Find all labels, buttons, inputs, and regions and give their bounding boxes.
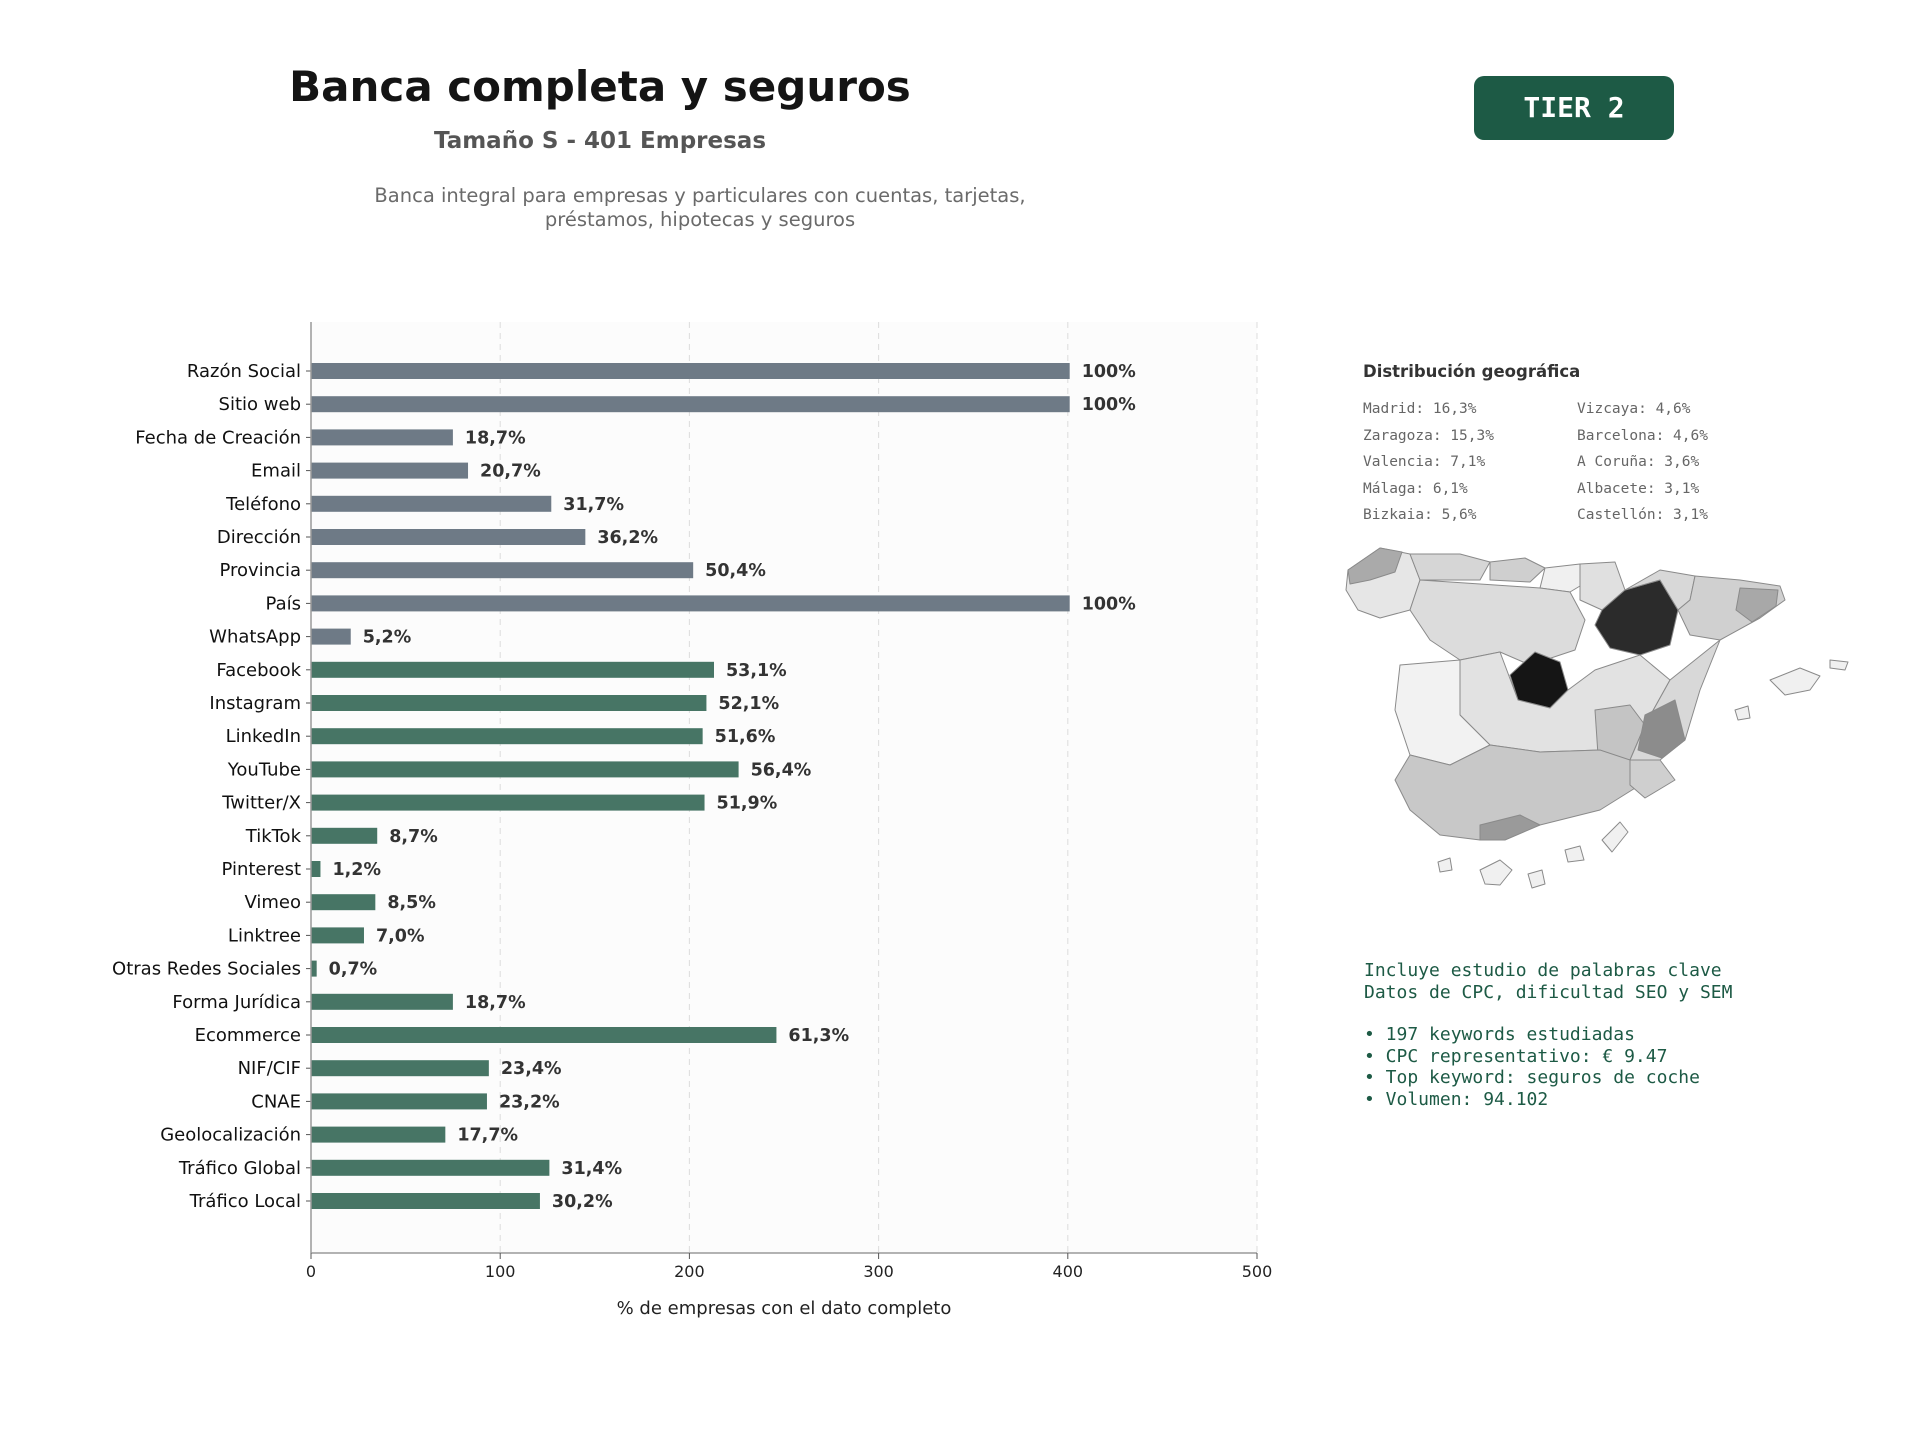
y-tick-label: Ecommerce [194, 1025, 301, 1046]
map-region-canarias-1 [1480, 860, 1512, 885]
bar [311, 795, 705, 811]
y-tick-label: Pinterest [221, 859, 301, 880]
y-tick-label: Fecha de Creación [135, 427, 301, 449]
bar [311, 529, 585, 545]
y-tick-label: Tráfico Global [178, 1157, 301, 1179]
bar [311, 595, 1070, 611]
keywords-line-1: Incluye estudio de palabras clave [1364, 960, 1722, 981]
bar [311, 1093, 487, 1109]
data-label: 17,7% [457, 1125, 519, 1146]
data-label: 100% [1081, 362, 1136, 382]
map-region-ibiza [1735, 706, 1750, 720]
y-tick-label: NIF/CIF [237, 1058, 301, 1080]
data-label: 56,4% [750, 760, 812, 781]
data-label: 51,9% [716, 793, 778, 814]
y-tick-label: YouTube [227, 759, 301, 781]
spain-map [1340, 540, 1860, 910]
bar [311, 1060, 489, 1076]
x-tick-label: 300 [863, 1262, 894, 1281]
map-region-canarias-3 [1565, 846, 1584, 862]
keywords-line-2: Datos de CPC, dificultad SEO y SEM [1364, 981, 1733, 1003]
y-tick-label: Otras Redes Sociales [112, 958, 301, 980]
description-line-1: Banca integral para empresas y particulares con cuentas, tarjetas, [374, 184, 1026, 207]
bar [311, 463, 468, 479]
geo-item: Málaga: 6,1% [1363, 480, 1468, 497]
y-tick-label: LinkedIn [225, 726, 301, 748]
data-label: 61,3% [788, 1026, 850, 1046]
y-tick-label: Linktree [227, 925, 301, 947]
geo-item: Castellón: 3,1% [1577, 507, 1708, 523]
map-region-murcia [1630, 760, 1675, 798]
x-ticks [306, 1253, 1272, 1281]
x-tick-label: 500 [1241, 1262, 1273, 1281]
y-tick-label: Geolocalización [160, 1124, 301, 1146]
page-title: Banca completa y seguros [289, 62, 911, 111]
bar [311, 1160, 549, 1176]
data-label: 51,6% [714, 727, 776, 748]
y-tick-label: Teléfono [226, 493, 301, 515]
x-tick-label: 200 [674, 1262, 705, 1281]
keywords-bullet-4: • Volumen: 94.102 [1364, 1088, 1549, 1110]
y-tick-label: País [265, 593, 301, 615]
data-label: 30,2% [551, 1192, 613, 1212]
x-tick-label: 100 [484, 1262, 516, 1281]
y-tick-label: TikTok [245, 825, 301, 847]
x-axis-label: % de empresas con el dato completo [616, 1298, 952, 1319]
bar [311, 1027, 776, 1043]
data-label: 0,7% [328, 959, 378, 980]
x-tick-label: 400 [1052, 1262, 1084, 1281]
y-tick-label: Tráfico Local [189, 1191, 301, 1212]
map-region-canarias-4 [1602, 822, 1628, 852]
bar [311, 1193, 540, 1209]
geo-title: Distribución geográfica [1363, 362, 1581, 381]
y-tick-label: Instagram [209, 693, 301, 714]
map-region-menorca [1830, 660, 1848, 670]
y-tick-label: WhatsApp [209, 626, 301, 648]
data-label: 50,4% [705, 561, 766, 582]
data-label: 8,7% [389, 826, 438, 847]
bar [311, 961, 317, 977]
bar [311, 695, 706, 711]
data-label: 100% [1081, 395, 1136, 416]
bar [311, 562, 693, 578]
bar [311, 994, 453, 1010]
bar [311, 363, 1070, 379]
map-region-canarias-2 [1528, 870, 1545, 888]
geo-item: Madrid: 16,3% [1363, 401, 1477, 417]
y-tick-label: Facebook [216, 659, 301, 681]
data-label: 18,7% [464, 428, 526, 449]
geo-list [1363, 400, 1803, 526]
y-tick-label: Email [251, 460, 301, 482]
geo-item: Bizkaia: 5,6% [1363, 507, 1477, 523]
y-tick-label: Sitio web [218, 394, 301, 416]
bar [311, 761, 739, 777]
data-label: 18,7% [464, 992, 526, 1013]
data-label: 31,4% [561, 1158, 623, 1179]
keywords-bullet-3: • Top keyword: seguros de coche [1364, 1067, 1700, 1088]
x-tick-label: 0 [305, 1262, 317, 1281]
data-label: 100% [1081, 594, 1136, 615]
y-tick-label: Dirección [216, 527, 301, 548]
page-subtitle: Tamaño S - 401 Empresas [433, 128, 767, 154]
data-label: 31,7% [563, 494, 625, 515]
bar [311, 894, 375, 910]
data-label: 23,4% [500, 1059, 562, 1080]
geo-item: Barcelona: 4,6% [1577, 427, 1708, 444]
geo-item: A Coruña: 3,6% [1577, 454, 1700, 470]
keywords-block [1364, 960, 1732, 1110]
data-label: 1,2% [332, 860, 382, 880]
bar [311, 429, 453, 445]
bar [311, 396, 1070, 412]
y-tick-label: Forma Jurídica [172, 991, 301, 1013]
bar [311, 662, 714, 678]
bar [311, 496, 551, 512]
keywords-bullet-1: • 197 keywords estudiadas [1364, 1024, 1635, 1045]
description-line-2: préstamos, hipotecas y seguros [544, 208, 856, 231]
keywords-bullet-2: • CPC representativo: € 9.47 [1364, 1045, 1668, 1067]
data-label: 5,2% [362, 627, 412, 648]
y-tick-label: Twitter/X [222, 792, 301, 814]
data-label: 36,2% [597, 528, 659, 548]
map-region-baleares [1770, 668, 1820, 695]
data-label: 23,2% [498, 1092, 560, 1113]
bar [311, 927, 364, 943]
map-region-asturias [1410, 554, 1490, 580]
plot-background [311, 322, 1257, 1253]
tier-badge: TIER 2 [1474, 76, 1674, 140]
y-tick-label: Razón Social [186, 361, 301, 382]
y-tick-label: CNAE [251, 1091, 301, 1113]
data-label: 7,0% [375, 926, 425, 947]
bar [311, 1127, 445, 1143]
y-tick-label: Provincia [219, 560, 301, 582]
geo-item: Albacete: 3,1% [1577, 480, 1700, 497]
y-tick-label: Vimeo [244, 892, 301, 914]
data-label: 53,1% [725, 660, 787, 681]
geo-item: Valencia: 7,1% [1363, 454, 1486, 470]
bar [311, 728, 703, 744]
bar [311, 861, 320, 877]
bar [311, 629, 351, 645]
geo-item: Zaragoza: 15,3% [1363, 427, 1494, 444]
data-label: 8,5% [387, 893, 436, 914]
data-label: 52,1% [718, 694, 780, 714]
bar [311, 828, 377, 844]
map-region-cantabria [1490, 558, 1545, 582]
geo-item: Vizcaya: 4,6% [1577, 401, 1691, 417]
data-label: 20,7% [480, 461, 541, 482]
map-region-canarias-5 [1438, 858, 1452, 872]
